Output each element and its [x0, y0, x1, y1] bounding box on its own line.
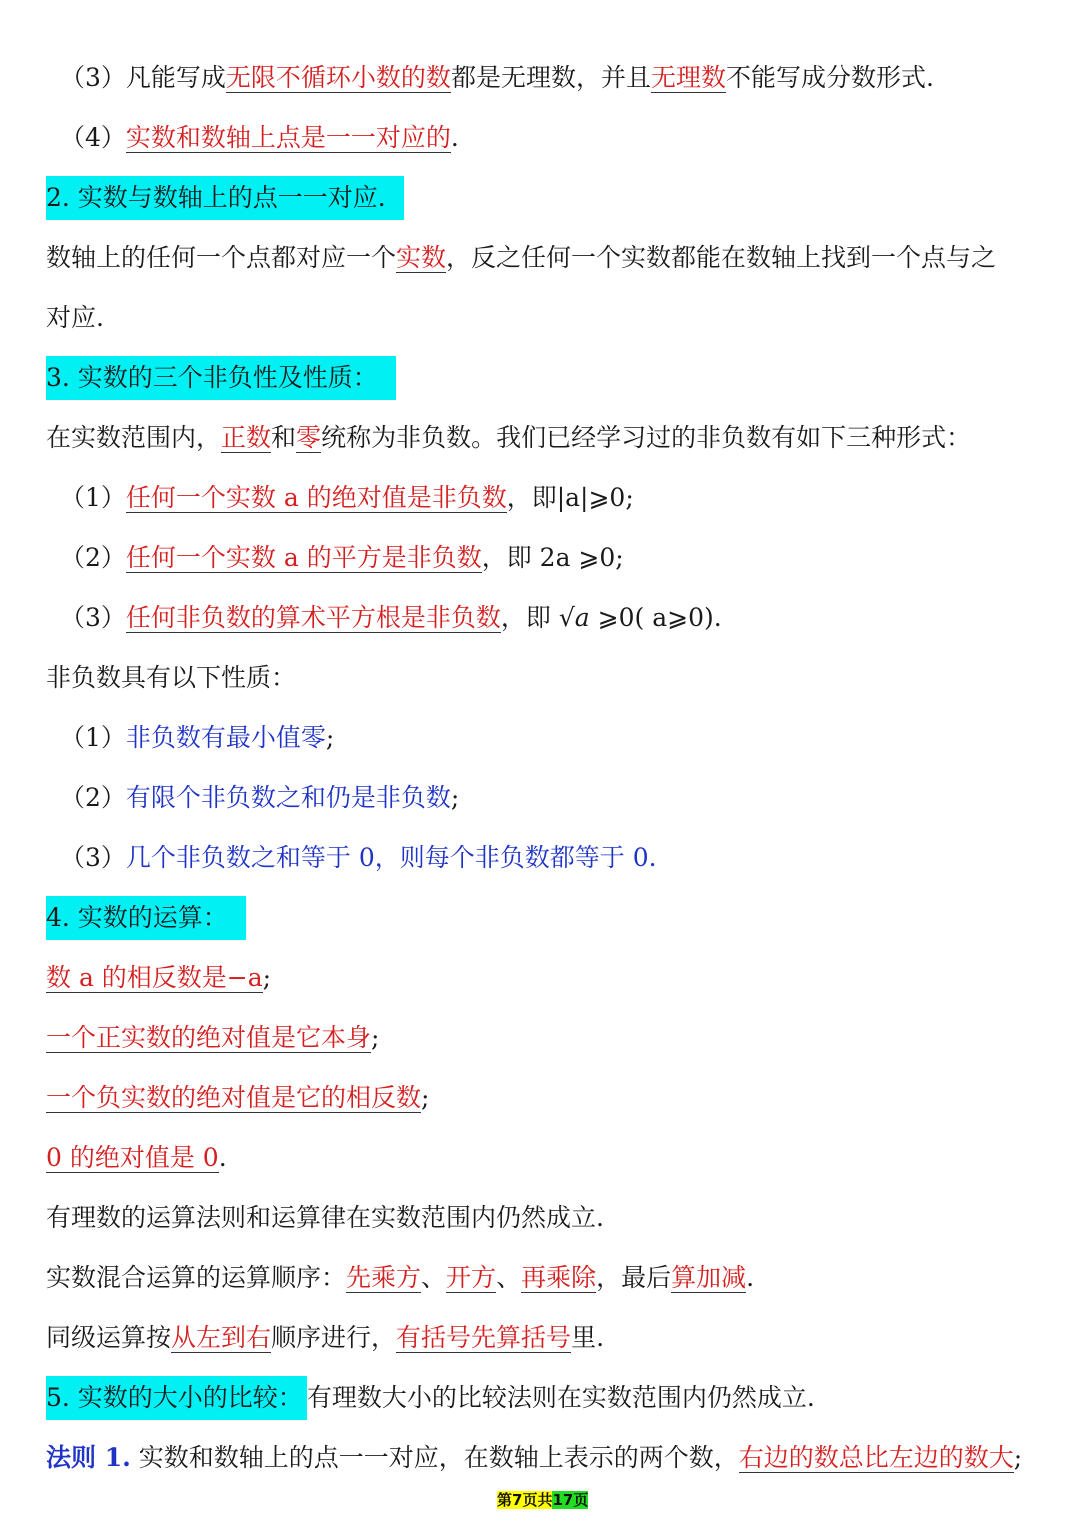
- answer-blank: 零: [296, 423, 322, 452]
- page-footer: 第7页共17页: [497, 1491, 589, 1509]
- section-heading-4: 4. 实数的运算：: [46, 896, 246, 940]
- section-heading-5: 5. 实数的大小的比较： 有理数大小的比较法则在实数范围内仍然成立.: [46, 1376, 815, 1420]
- paragraph-line: 同级运算按从左到右顺序进行，有括号先算括号里.: [46, 1323, 605, 1352]
- paragraph-line: 有理数的运算法则和运算律在实数范围内仍然成立.: [46, 1203, 604, 1232]
- list-item: （2）有限个非负数之和仍是非负数;: [60, 783, 460, 812]
- answer-blank: 先乘方: [346, 1263, 422, 1292]
- answer-blank: 数 a 的相反数是−a: [46, 963, 263, 992]
- answer-blank: 任何一个实数 a 的绝对值是非负数: [125, 483, 507, 512]
- list-item: （2）任何一个实数 a 的平方是非负数，即 2a ⩾0;: [60, 543, 624, 572]
- answer-blank: 算加减: [671, 1263, 747, 1292]
- list-item: （1）任何一个实数 a 的绝对值是非负数，即|a|⩾0;: [60, 483, 634, 512]
- paragraph-line: 数轴上的任何一个点都对应一个实数，反之任何一个实数都能在数轴上找到一个点与之: [46, 243, 997, 272]
- answer-blank: 右边的数总比左边的数大: [738, 1443, 1014, 1472]
- answer-blank: 正数: [221, 423, 272, 452]
- rule-1-line: 法则 1. 实数和数轴上的点一一对应，在数轴上表示的两个数，右边的数总比左边的数大;: [46, 1443, 1023, 1472]
- answer-blank: 任何一个实数 a 的平方是非负数: [125, 543, 482, 572]
- answer-blank: 任何非负数的算术平方根是非负数: [125, 603, 501, 632]
- answer-blank: 一个负实数的绝对值是它的相反数: [46, 1083, 422, 1112]
- section-heading-3: 3. 实数的三个非负性及性质：: [46, 356, 396, 400]
- rule-line: 数 a 的相反数是−a;: [46, 963, 272, 992]
- answer-blank: 实数和数轴上点是一一对应的: [125, 123, 451, 152]
- paragraph-line: 在实数范围内，正数和零统称为非负数。我们已经学习过的非负数有如下三种形式：: [46, 423, 972, 452]
- sqrt-expression: √a: [558, 603, 590, 632]
- property-text: 非负数有最小值零: [125, 723, 326, 752]
- list-item: （3）几个非负数之和等于 0，则每个非负数都等于 0.: [60, 843, 657, 872]
- paragraph-line: 非负数具有以下性质：: [46, 663, 297, 692]
- answer-blank: 再乘除: [521, 1263, 597, 1292]
- page-number: 7: [512, 1491, 523, 1509]
- paragraph-line: 对应.: [46, 303, 104, 332]
- answer-blank: 从左到右: [171, 1323, 272, 1352]
- rule-label: 法则 1.: [46, 1443, 131, 1472]
- list-item: （3）任何非负数的算术平方根是非负数，即 √a ⩾0( a⩾0).: [60, 603, 722, 632]
- answer-blank: 一个正实数的绝对值是它本身: [46, 1023, 372, 1052]
- property-text: 几个非负数之和等于 0，则每个非负数都等于 0.: [125, 843, 657, 872]
- rule-line: 一个正实数的绝对值是它本身;: [46, 1023, 380, 1052]
- property-text: 有限个非负数之和仍是非负数: [125, 783, 451, 812]
- list-item: （1）非负数有最小值零;: [60, 723, 335, 752]
- section-heading-2: 2. 实数与数轴上的点一一对应.: [46, 176, 404, 220]
- answer-blank: 无理数: [650, 63, 726, 92]
- item-4-correspondence: （4）实数和数轴上点是一一对应的.: [60, 123, 459, 152]
- page-total: 17: [552, 1491, 574, 1509]
- answer-blank: 实数: [396, 243, 447, 272]
- paragraph-line: 实数混合运算的运算顺序：先乘方、开方、再乘除，最后算加减.: [46, 1263, 755, 1292]
- rule-line: 0 的绝对值是 0.: [46, 1143, 227, 1172]
- answer-blank: 开方: [446, 1263, 497, 1292]
- item-3-irrational: （3）凡能写成无限不循环小数的数都是无理数，并且无理数不能写成分数形式.: [60, 63, 934, 92]
- answer-blank: 0 的绝对值是 0: [46, 1143, 219, 1172]
- rule-line: 一个负实数的绝对值是它的相反数;: [46, 1083, 430, 1112]
- answer-blank: 有括号先算括号: [396, 1323, 572, 1352]
- answer-blank: 无限不循环小数的数: [225, 63, 451, 92]
